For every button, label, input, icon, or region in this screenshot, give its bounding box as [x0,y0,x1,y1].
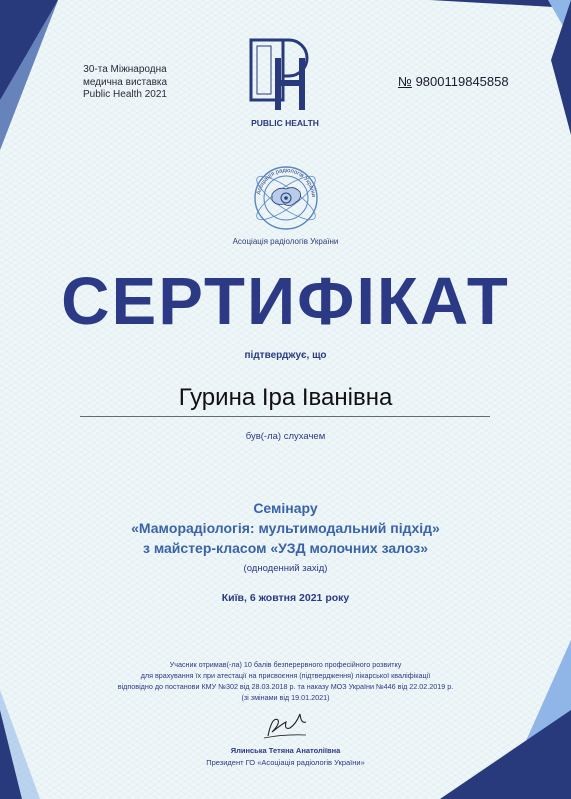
signature [262,712,308,742]
fine-print-line: (зі змінами від 19.01.2021) [241,693,330,702]
number-value: 9800119845858 [415,74,509,89]
fine-print-line: Учасник отримав(-ла) 10 балів безперервного професійного розвитку [169,660,402,669]
seminar-label: Семінару [253,500,318,516]
exhibition-line: Public Health 2021 [83,89,167,100]
seminar-master-class: з майстер-класом «УЗД молочних залоз» [143,540,428,556]
fine-print [0,659,571,703]
seminar-title: «Мамoрадіологія: мультимодальний підхід» [131,520,440,536]
certificate-title: СЕРТИФІКАТ [61,264,510,339]
signer-role: Президент ГО «Асоціація радіологів України» [206,758,365,767]
association-logo-ring-text: Асоціація радіологів України [256,167,317,198]
public-health-logo [247,36,323,131]
fine-print-line: для врахування їх при атестації на присвоєння (підтвердження) лікарської кваліфікації [140,671,431,680]
confirms-text: підтверджує, що [244,350,327,361]
recipient-name: Гурина Іра Іванівна [178,384,393,411]
association-name: Асоціація радіологів України [232,237,339,246]
exhibition-line: медична виставка [82,76,168,88]
public-health-logo-text: PUBLIC HEALTH [251,118,319,128]
exhibition-info [60,64,190,102]
certificate-number [398,74,509,89]
association-logo [248,160,324,236]
corner-bottom-left [0,690,60,799]
signer-name: Ялинська Тетяна Анатоліївна [230,746,341,755]
event-date: Київ, 6 жовтня 2021 року [221,592,350,604]
name-underline [80,416,490,417]
exhibition-line: 30-та Міжнародна [83,64,167,75]
number-sign: № [398,74,412,89]
corner-right-strip [541,0,571,140]
listener-text: був(-ла) слухачем [245,431,326,442]
seminar-note: (одноденний захід) [243,563,328,574]
corner-top-left [0,0,60,160]
fine-print-line: відповідно до постанови КМУ №302 від 28.03.2018 р. та наказу МОЗ України №446 від 22.02.2019 р. [117,682,454,691]
